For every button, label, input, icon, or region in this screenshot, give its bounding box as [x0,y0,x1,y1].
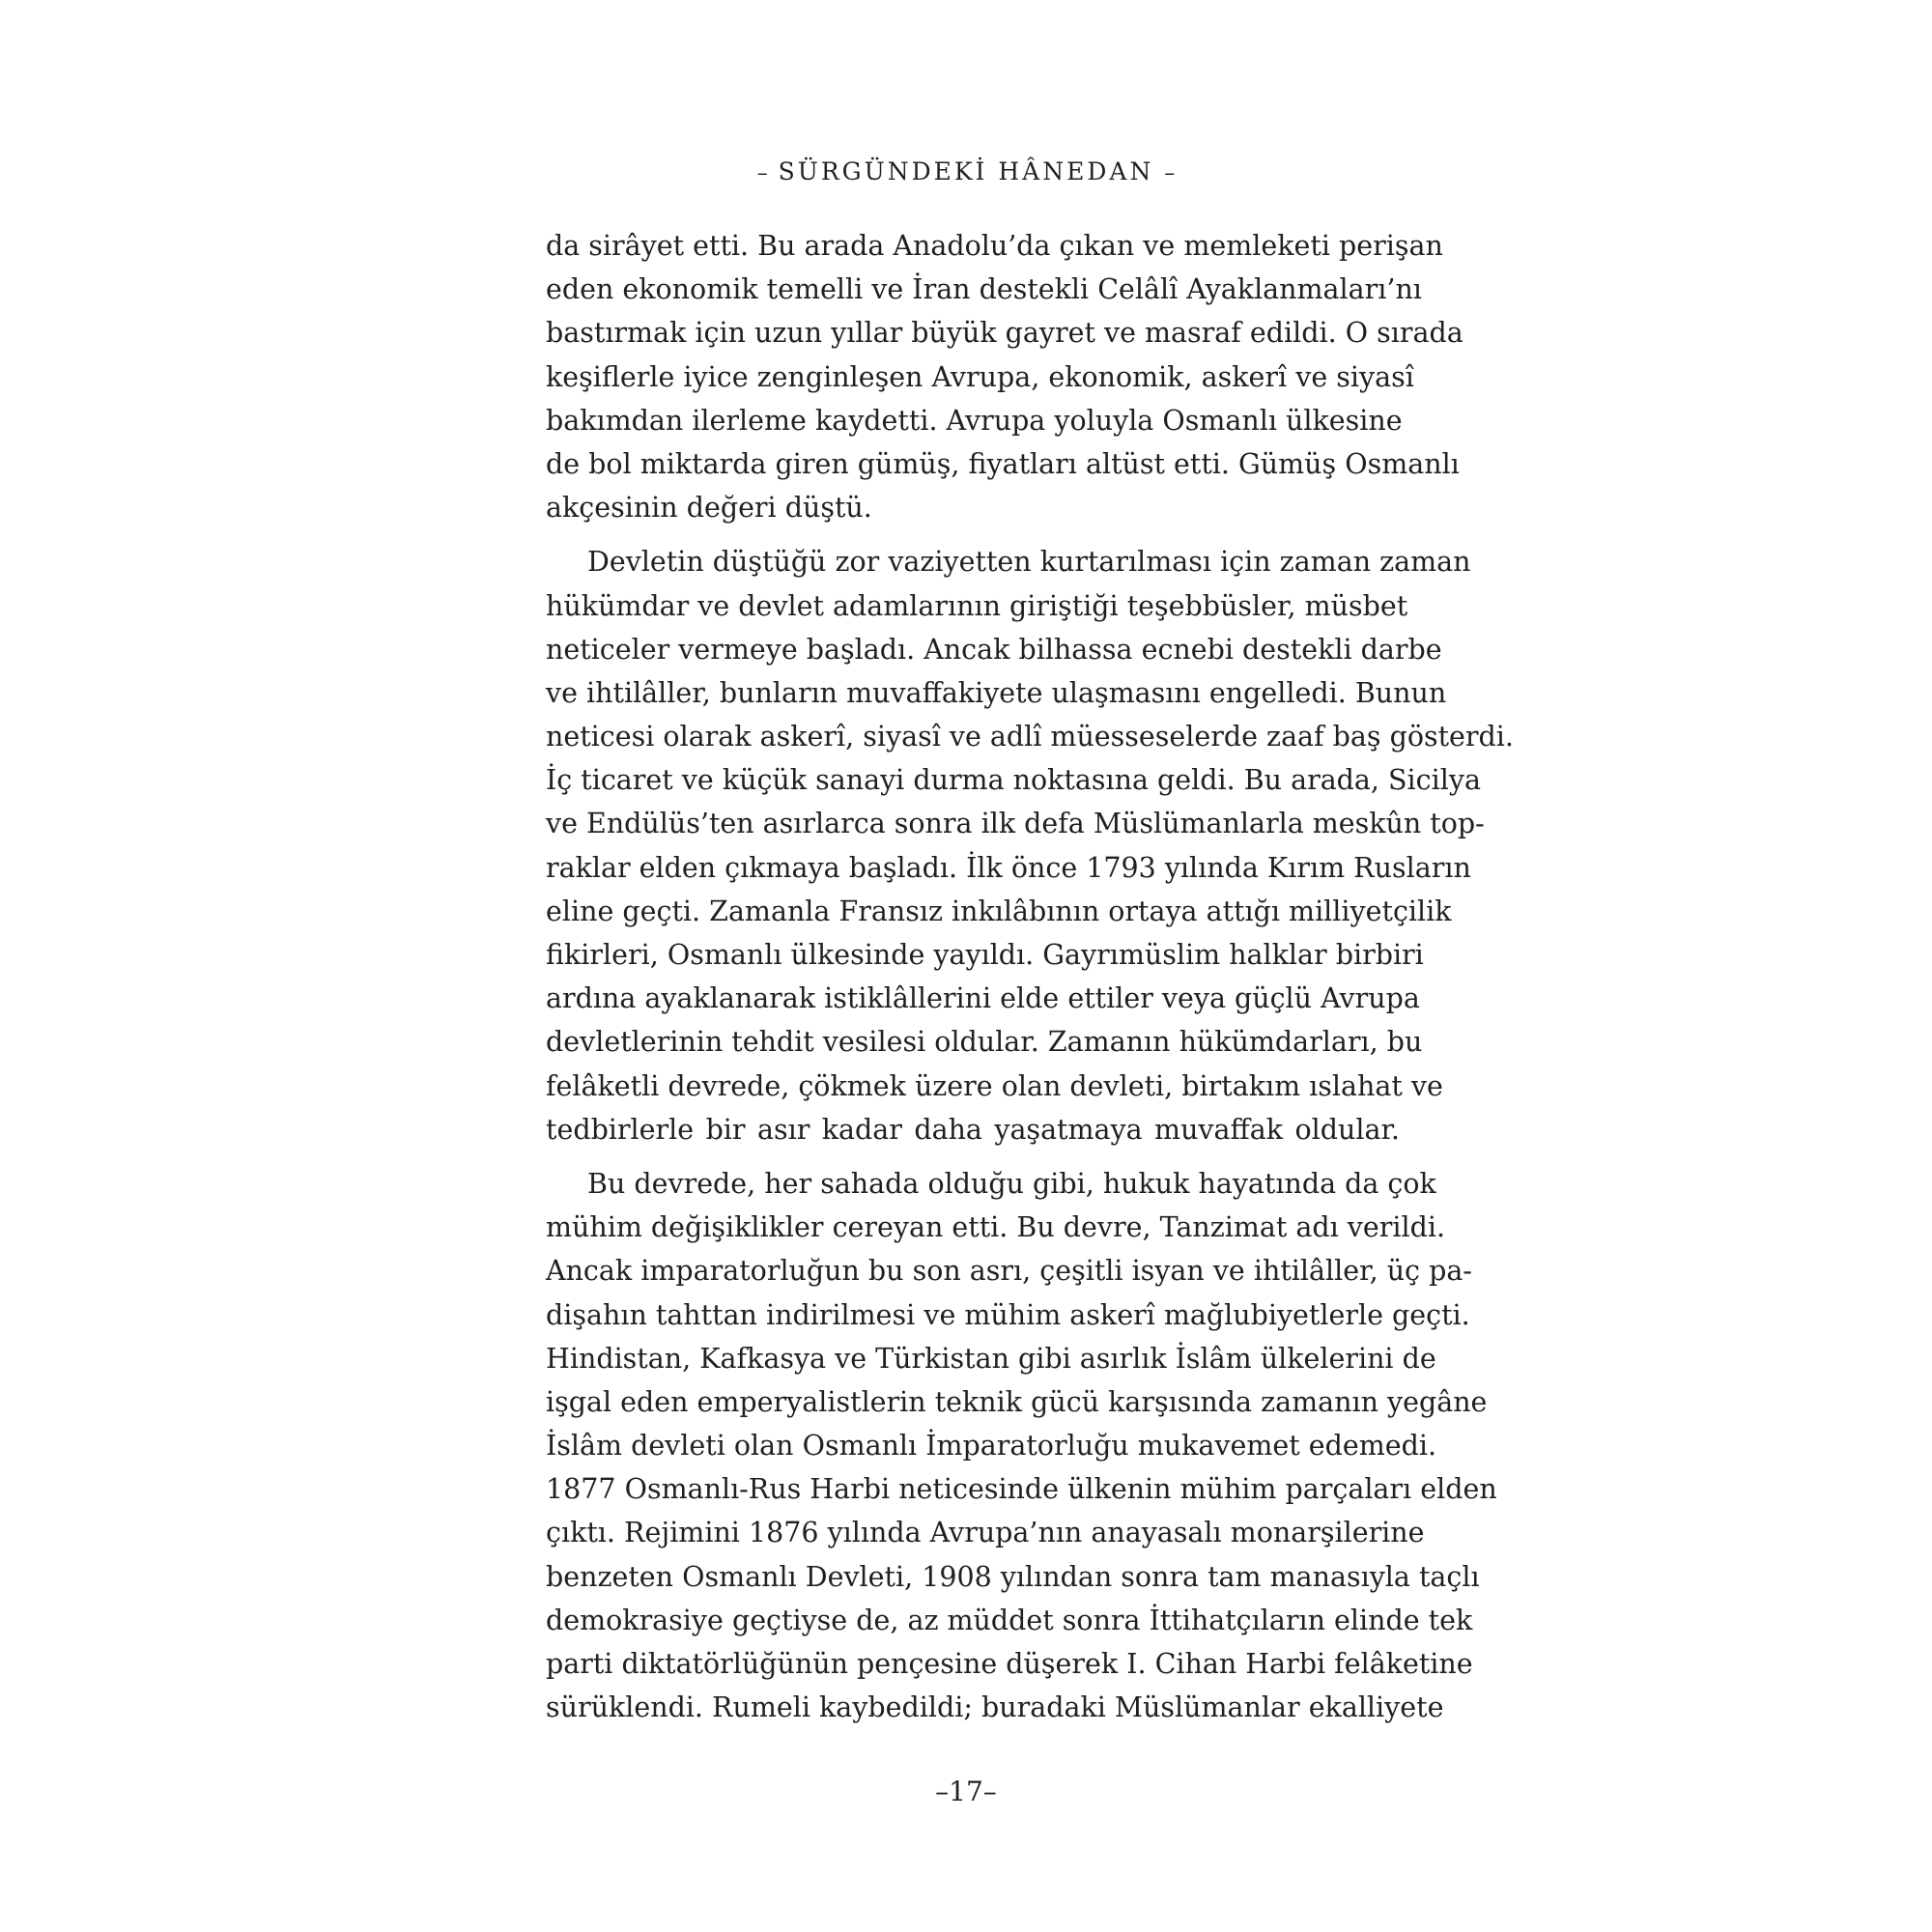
header-dash-left: – [756,161,768,185]
text-line: eline geçti. Zamanla Fransız inkılâbının ortaya attığı milliyetçilik [546,895,1452,927]
text-line: neticeler vermeye başladı. Ancak bilhassa ecnebi destekli darbe [546,633,1442,666]
text-line: 1877 Osmanlı-Rus Harbi neticesinde ülkenin mühim parçaları elden [546,1473,1497,1506]
text-line: çıktı. Rejimini 1876 yılında Avrupa’nın anayasalı monarşilerine [546,1517,1425,1549]
text-line: İslâm devleti olan Osmanlı İmparatorluğu mukavemet edemedi. [546,1430,1437,1463]
text-line: de bol miktarda giren gümüş, fiyatları altüst etti. Gümüş Osmanlı [546,447,1460,480]
text-line: devletlerinin tehdit vesilesi oldular. Zamanın hükümdarları, bu [546,1026,1423,1059]
paragraph-3 [546,1162,1497,1729]
text-line: akçesinin değeri düştü. [546,492,872,525]
text-line: keşiflerle iyice zenginleşen Avrupa, ekonomik, askerî ve siyasî [546,360,1414,393]
running-header [0,157,1932,185]
text-line: tedbirlerle bir asır kadar daha yaşatmaya muvaffak oldular. [546,1113,1400,1146]
text-line: fikirleri, Osmanlı ülkesinde yayıldı. Gayrımüslim halklar birbiri [546,939,1424,971]
header-dash-right: – [1164,161,1176,185]
text-line: ve Endülüs’ten asırlarca sonra ilk defa Müslümanlarla meskûn top- [546,808,1485,840]
paragraph-1 [546,224,1463,529]
text-line: İç ticaret ve küçük sanayi durma noktasına geldi. Bu arada, Sicilya [546,764,1481,797]
text-line: mühim değişiklikler cereyan etti. Bu devre, Tanzimat adı verildi. [546,1211,1446,1244]
text-line: ve ihtilâller, bunların muvaffakiyete ulaşmasını engelledi. Bunun [546,676,1447,709]
page-number: –17– [935,1776,997,1807]
text-line: Ancak imparatorluğun bu son asrı, çeşitli isyan ve ihtilâller, üç pa- [546,1255,1472,1288]
running-header-title: SÜRGÜNDEKİ HÂNEDAN [778,157,1154,185]
text-line: Hindistan, Kafkasya ve Türkistan gibi asırlık İslâm ülkelerini de [546,1342,1436,1375]
text-line: hükümdar ve devlet adamlarının giriştiği teşebbüsler, müsbet [546,589,1408,622]
text-line: bakımdan ilerleme kaydetti. Avrupa yoluyla Osmanlı ülkesine [546,404,1403,437]
text-line: parti diktatörlüğünün pençesine düşerek I. Cihan Harbi felâketine [546,1648,1473,1680]
text-line: eden ekonomik temelli ve İran destekli Celâlî Ayaklanmaları’nı [546,273,1422,306]
text-line: işgal eden emperyalistlerin teknik gücü karşısında zamanın yegâne [546,1385,1488,1418]
text-line: sürüklendi. Rumeli kaybedildi; buradaki Müslümanlar ekalliyete [546,1691,1444,1724]
text-line: Bu devrede, her sahada olduğu gibi, hukuk hayatında da çok [587,1167,1436,1200]
text-line: ardına ayaklanarak istiklâllerini elde ettiler veya güçlü Avrupa [546,982,1420,1015]
text-line: raklar elden çıkmaya başladı. İlk önce 1793 yılında Kırım Rusların [546,851,1471,884]
text-line: benzeten Osmanlı Devleti, 1908 yılından sonra tam manasıyla taçlı [546,1560,1480,1593]
body-text [546,224,1514,1729]
text-line: felâketli devrede, çökmek üzere olan devleti, birtakım ıslahat ve [546,1069,1443,1102]
text-line: da sirâyet etti. Bu arada Anadolu’da çıkan ve memleketi perişan [546,230,1443,262]
paragraph-gap [546,1151,1400,1162]
text-line: neticesi olarak askerî, siyasî ve adlî müesseselerde zaaf baş gösterdi. [546,721,1514,753]
text-line: dişahın tahttan indirilmesi ve mühim askerî mağlubiyetlerle geçti. [546,1298,1470,1331]
text-line: demokrasiye geçtiyse de, az müddet sonra İttihatçıların elinde tek [546,1604,1473,1636]
paragraph-gap [546,529,1400,540]
text-line: bastırmak için uzun yıllar büyük gayret ve masraf edildi. O sırada [546,317,1463,350]
text-line: Devletin düştüğü zor vaziyetten kurtarılması için zaman zaman [587,546,1471,579]
paragraph-2 [546,540,1514,1151]
